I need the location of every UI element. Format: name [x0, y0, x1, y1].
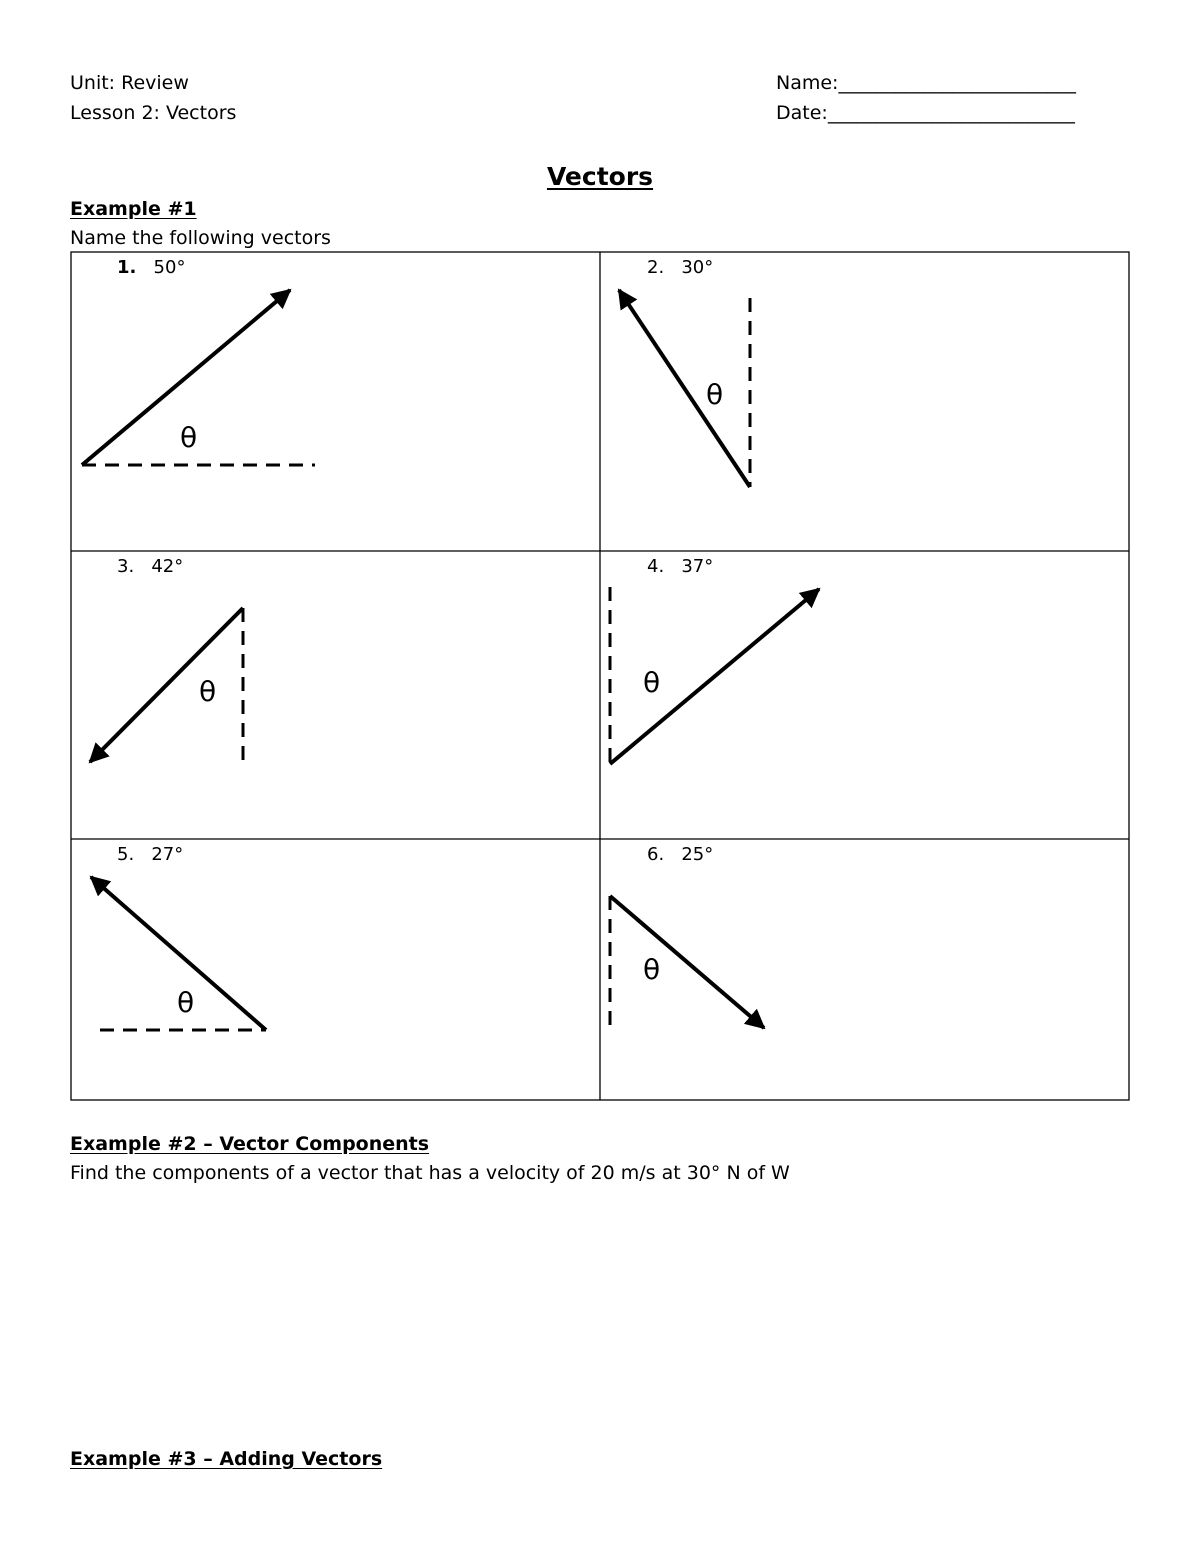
- name-field[interactable]: Name:_________________________: [776, 72, 1076, 94]
- lesson-label: Lesson 2: Vectors: [70, 102, 237, 124]
- problem-3-label: 3. 42°: [117, 556, 184, 577]
- theta-symbol-6: θ: [643, 953, 661, 986]
- vector-arrow-6: [610, 896, 764, 1028]
- vector-diagram-3: [90, 608, 243, 764]
- vector-arrow-2: [619, 290, 750, 487]
- example2-question: Find the components of a vector that has a velocity of 20 m/s at 30° N of W: [70, 1162, 790, 1184]
- problem-6-label: 6. 25°: [647, 844, 714, 865]
- table-borders: [71, 252, 1129, 1100]
- theta-symbol-5: θ: [177, 986, 195, 1019]
- problem-2-label: 2. 30°: [647, 257, 714, 278]
- theta-symbol-3: θ: [199, 675, 217, 708]
- problem-5-label: 5. 27°: [117, 844, 184, 865]
- problem-1-label: 1. 50°: [117, 257, 186, 278]
- date-field[interactable]: Date:__________________________: [776, 102, 1075, 124]
- theta-symbol-4: θ: [643, 666, 661, 699]
- example1-heading: Example #1: [70, 198, 197, 220]
- theta-symbol-2: θ: [706, 378, 724, 411]
- example3-heading: Example #3 – Adding Vectors: [70, 1448, 383, 1470]
- page-title: Vectors: [546, 162, 654, 191]
- vector-arrow-3: [90, 608, 243, 762]
- vector-diagram-1: [82, 290, 315, 465]
- problem-4-label: 4. 37°: [647, 556, 714, 577]
- vector-diagram-2: [619, 290, 750, 487]
- vector-diagram-4: [610, 587, 819, 764]
- unit-label: Unit: Review: [70, 72, 189, 94]
- vector-diagram-6: [610, 896, 764, 1031]
- theta-symbol-1: θ: [180, 421, 198, 454]
- example1-instruction: Name the following vectors: [70, 227, 331, 249]
- example2-heading: Example #2 – Vector Components: [70, 1133, 430, 1155]
- vector-arrow-4: [610, 589, 819, 764]
